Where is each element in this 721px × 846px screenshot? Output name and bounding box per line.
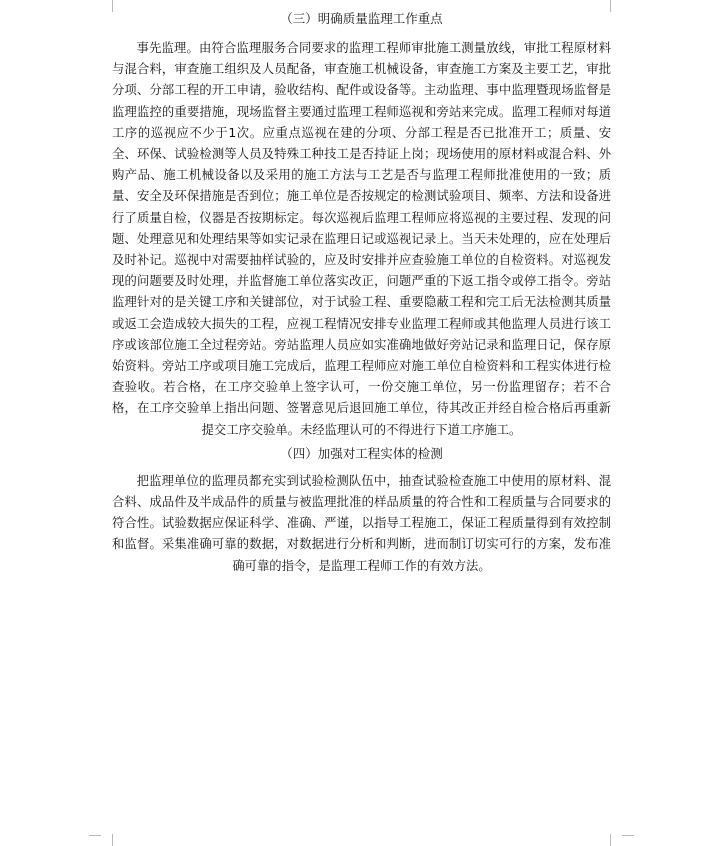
crop-mark-top-right (610, 0, 623, 12)
document-body (112, 8, 611, 577)
section-4-heading: （四）加强对工程实体的检测 (280, 445, 443, 461)
section-4-paragraph: 把监理单位的监理员都充实到试验检测队伍中，抽查试验检查施工中使用的原材料、混合料、成品件及半成品件的质量与被监理批准的样品质量的符合性和工程质量与合同要求的符合性。试验数据应保证科学、准确、严谨，以指导工程施工，保证工程质量得到有效控制和监督。采集准确可靠的数据，对数据进行分析和判断，进而制订切实可行的方案，发布准确可靠的指令，是监理工程师工作的有效方法。 (112, 473, 611, 573)
crop-mark-bottom-left-horizontal (89, 835, 101, 836)
crop-mark-bottom-left (100, 834, 113, 846)
crop-mark-bottom-right-horizontal (622, 835, 634, 836)
section-3-paragraph: 事先监理。由符合监理服务合同要求的监理工程师审批施工测量放线，审批工程原材料与混合料，审查施工组织及人员配备，审查施工机械设备，审查施工方案及主要工艺，审批分项、分部工程的开工申请，验收结构、配件或设备等。主动监理、事中监理暨现场监督是监理监控的重要措施，现场监督主要通过监理工程师巡视和旁站来完成。监理工程师对每道工序的巡视应不少于1次。应重点巡视在建的分项、分部工程是否已批准开工；质量、安全、环保、试验检测等人员及特殊工种技工是否持证上岗；现场使用的原材料或混合料、外购产品、施工机械设备以及采用的施工方法与工艺是否与监理工程师批准使用的一致；质量、安全及环保措施是否到位；施工单位是否按规定的检测试验项目、频率、方法和设备进行了质量自检，仪器是否按期标定。每次巡视后监理工程师应将巡视的主要过程、发现的问题、处理意见和处理结果等如实记录在监理日记或巡视记录上。当天未处理的，应在处理后及时补记。巡视中对需要抽样试验的，应及时安排并应查验施工单位的自检资料。对巡视发现的问题要及时处理，并监督施工单位落实改正，问题严重的下返工指令或停工指令。旁站监理针对的是关键工序和关键部位，对于试验工程、重要隐蔽工程和完工后无法检测其质量或返工会造成较大损失的工程，应视工程情况安排专业监理工程师或其他监理人员进行该工序或该部位施工全过程旁站。旁站监理人员应如实准确地做好旁站记录和监理日记，保存原始资料。旁站工序或项目施工完成后，监理工程师应对施工单位自检资料和工程实体进行检查验收。若合格，在工序交验单上签字认可，一份交施工单位，另一份监理留存；若不合格，在工序交验单上指出问题、签署意见后退回施工单位，待其改正并经自检合格后再重新提交工序交验单。未经监理认可的不得进行下道工序施工。 (112, 41, 611, 437)
section-3-heading: （三）明确质量监理工作重点 (280, 11, 443, 26)
